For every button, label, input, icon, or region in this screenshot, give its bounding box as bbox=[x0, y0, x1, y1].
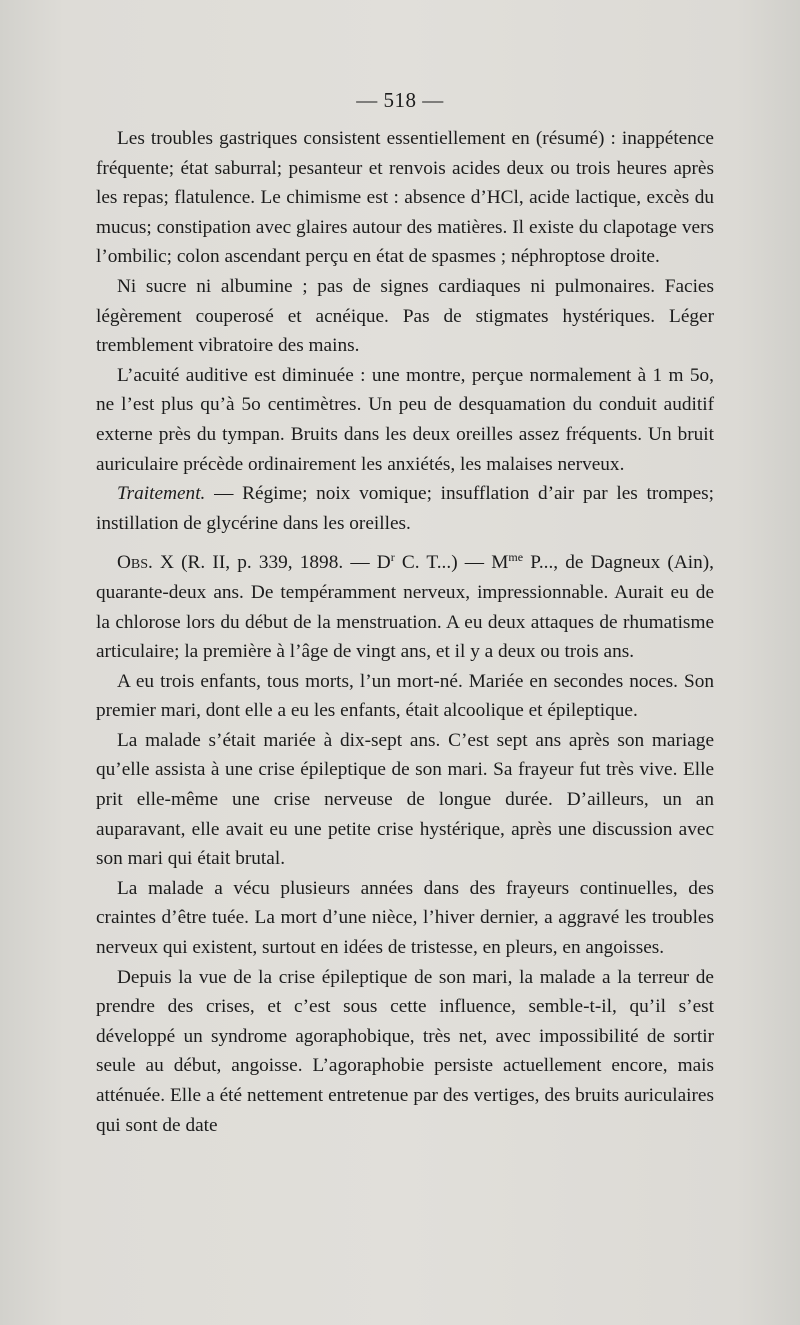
treatment-label: Traitement. bbox=[117, 483, 206, 505]
paragraph-clinical-signs: Ni sucre ni albumine ; pas de signes cardiaques ni pulmonaires. Facies légèrement couperosé et acnéique. Pas de stigmates hystériques. Léger tremblement vibratoire des mains. bbox=[96, 275, 714, 357]
paragraph-marriage: La malade s’était mariée à dix-sept ans. C’est sept ans après son mariage qu’elle assista à une crise épileptique de son mari. Sa frayeur fut très vive. Elle prit elle-même une crise nerveuse de longue durée. D’ailleurs, un an auparavant, elle avait eu une petite crise hystérique, après une discussion avec son mari qui était brutal. bbox=[96, 729, 714, 870]
body-text bbox=[96, 124, 714, 1140]
paragraph-gastric-troubles: Les troubles gastriques consistent essentiellement en (résumé) : inappétence fréquente; état saburral; pesanteur et renvois acides deux ou trois heures après les repas; flatulence. Le chimisme est : absence d’HCl, acide lactique, excès du mucus; constipation avec glaires autour des matières. Il existe du clapotage vers l’ombilic; colon ascendant perçu en état de spasmes ; néphroptose droite. bbox=[96, 128, 714, 268]
paragraph-treatment bbox=[96, 479, 714, 538]
paragraph-observation bbox=[96, 548, 714, 666]
observation-dr-superscript: r bbox=[390, 550, 395, 565]
page-number: — 518 — bbox=[356, 88, 444, 112]
paragraph-agoraphobia: Depuis la vue de la crise épileptique de son mari, la malade a la terreur de prendre des crises, et c’est sous cette influence, semble-t-il, qu’il s’est développé un syndrome agoraphobique, très net, avec impossibilité de sortir seule au début, angoisse. L’agoraphobie persiste actuellement encore, mais atténuée. Elle a été nettement entretenue par des vertiges, des bruits auriculaires qui sont de date bbox=[96, 966, 714, 1136]
paragraph-fears: La malade a vécu plusieurs années dans des frayeurs continuelles, des craintes d’être tuée. La mort d’une nièce, l’hiver dernier, a aggravé les troubles nerveux qui existent, surtout en idées de tristesse, en pleurs, en angoisses. bbox=[96, 877, 714, 959]
observation-text-before-dr: X (R. II, p. 339, 1898. — D bbox=[152, 552, 391, 574]
observation-mme-superscript: me bbox=[508, 550, 524, 565]
paragraph-children: A eu trois enfants, tous morts, l’un mort-né. Mariée en secondes noces. Son premier mari, dont elle a eu les enfants, était alcoolique et épileptique. bbox=[96, 670, 714, 722]
observation-text-after: P..., de Dagneux (Ain), quarante-deux ans. De tempéramment nerveux, impressionnable. Aurait eu de la chlorose lors du début de la menstruation. A eu deux attaques de rhumatisme articulaire; la première à l’âge de vingt ans, et il y a deux ou trois ans. bbox=[96, 552, 714, 663]
treatment-text: — Régime; noix vomique; insufflation d’air par les trompes; instillation de glycérine dans les oreilles. bbox=[96, 483, 714, 534]
paragraph-hearing: L’acuité auditive est diminuée : une montre, perçue normalement à 1 m 5o, ne l’est plus qu’à 5o centimètres. Un peu de desquamation du conduit auditif externe près du tympan. Bruits dans les deux oreilles assez fréquents. Un bruit auriculaire précède ordinairement les anxiétés, les malaises nerveux. bbox=[96, 364, 714, 475]
observation-text-between: C. T...) — M bbox=[394, 552, 509, 574]
observation-label: Obs. bbox=[117, 552, 153, 574]
